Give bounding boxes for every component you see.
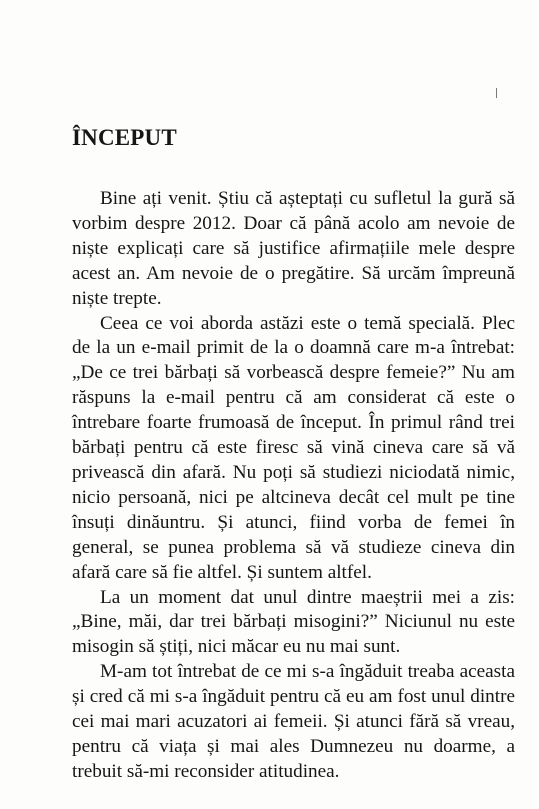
paragraph-reconsider-attitude: M-am tot întrebat de ce mi s-a îngăduit treaba aceasta și cred că mi s-a îngăduit pentru că eu am fost unul dintre cei mai mari acuzatori ai femeii. Și atunci fără să vreau, pentru că viața și mai ales Dumnezeu nu doarme, a trebuit să-mi reconsider atitudinea.	[72, 661, 515, 782]
chapter-title: ÎNCEPUT	[72, 125, 177, 150]
body-text	[72, 187, 515, 785]
page-mark	[496, 88, 497, 98]
paragraph-misogyny-question: La un moment dat unul dintre maeștrii mei a zis: „Bine, măi, dar trei bărbați misogini?” Niciunul nu este misogin să știți, nici măcar eu nu mai sunt.	[72, 586, 515, 658]
paragraph-welcome: Bine ați venit. Știu că așteptați cu sufletul la gură să vorbim despre 2012. Doar că până acolo am nevoie de niște explicați care să justifice afirmațiile mele despre acest an. Am nevoie de o pregătire. Să urcăm împreună niște trepte.	[72, 188, 515, 309]
paragraph-special-topic: Ceea ce voi aborda astăzi este o temă specială. Plec de la un e-mail primit de la o doamnă care m-a întrebat: „De ce trei bărbați să vorbească despre femeie?” Nu am răspuns la e-mail pentru că am considerat că este o întrebare foarte frumoasă de început. În primul rând trei bărbați pentru că este firesc să vină cineva care să vă privească din afară. Nu poți să studiezi niciodată nimic, nicio persoană, nici pe altcineva decât cel mult pe tine însuți dinăuntru. Și atunci, fiind vorba de femei în general, se punea problema să vă studieze cineva din afară care să fie altfel. Și suntem altfel.	[72, 312, 515, 583]
